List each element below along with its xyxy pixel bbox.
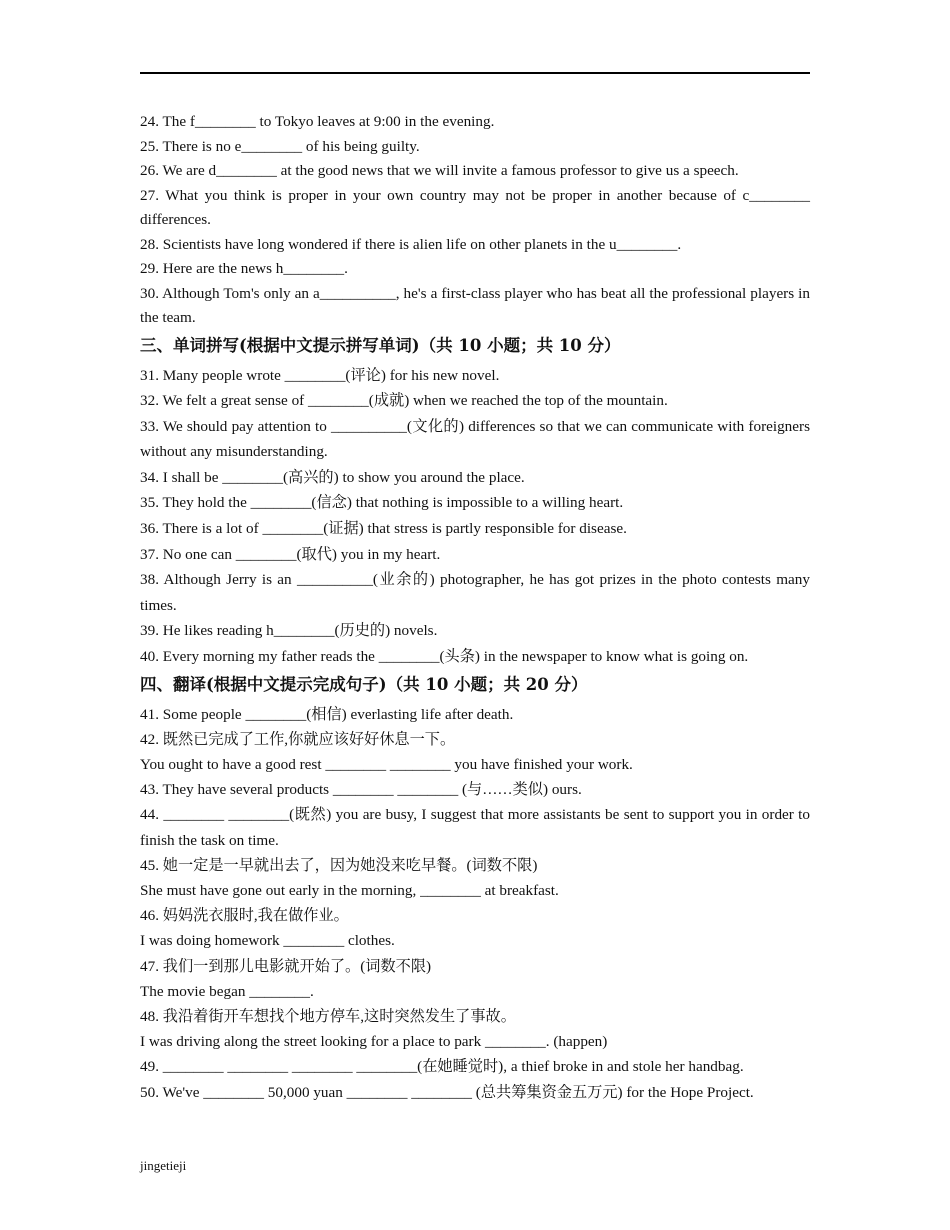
question-46-sentence: I was doing homework ________ clothes. bbox=[140, 932, 395, 950]
question-44: 44. ________ ________(既然) you are busy, I suggest that more assistants be sent to support you in order to finish the task on time. bbox=[140, 806, 810, 849]
question-38: 38. Although Jerry is an __________(业余的) photographer, he has got prizes in the photo contests many times. bbox=[140, 571, 810, 614]
page-footer: jingetieji bbox=[140, 1158, 187, 1173]
part4-questions bbox=[140, 702, 810, 1105]
question-25: 25. There is no e________ of his being guilty. bbox=[140, 137, 420, 155]
question-34: 34. I shall be ________(高兴的) to show you around the place. bbox=[140, 468, 525, 486]
question-41: 41. Some people ________(相信) everlasting life after death. bbox=[140, 705, 514, 723]
question-39: 39. He likes reading h________(历史的) novels. bbox=[140, 622, 438, 640]
section-4-title: 四、翻译(根据中文提示完成句子)（共 10 小题；共 20 分） bbox=[140, 674, 588, 694]
question-48-sentence: I was driving along the street looking for a place to park ________. (happen) bbox=[140, 1033, 608, 1051]
document-body bbox=[140, 110, 810, 1105]
question-42-sentence: You ought to have a good rest ________ ________ you have finished your work. bbox=[140, 756, 633, 774]
question-46-prompt: 46. 妈妈洗衣服时,我在做作业。 bbox=[140, 907, 349, 925]
question-28: 28. Scientists have long wondered if there is alien life on other planets in the u________. bbox=[140, 235, 682, 253]
question-29: 29. Here are the news h________. bbox=[140, 260, 348, 277]
question-42-prompt: 42. 既然已完成了工作,你就应该好好休息一下。 bbox=[140, 730, 456, 748]
question-33: 33. We should pay attention to __________(文化的) differences so that we can communicate with foreigners without any misunderstanding. bbox=[140, 417, 810, 461]
question-27: 27. What you think is proper in your own country may not be proper in another because of c________ differences. bbox=[140, 186, 810, 228]
part2-questions bbox=[140, 110, 810, 331]
part3-questions bbox=[140, 363, 810, 670]
question-31: 31. Many people wrote ________(评论) for his new novel. bbox=[140, 366, 500, 384]
question-26: 26. We are d________ at the good news that we will invite a famous professor to give us a speech. bbox=[140, 162, 739, 179]
question-47-sentence: The movie began ________. bbox=[140, 982, 314, 1000]
question-50: 50. We've ________ 50,000 yuan ________ ________ (总共筹集资金五万元) for the Hope Project. bbox=[140, 1083, 754, 1101]
question-24: 24. The f________ to Tokyo leaves at 9:00 in the evening. bbox=[140, 113, 495, 130]
question-47-prompt: 47. 我们一到那儿电影就开始了。(词数不限) bbox=[140, 957, 432, 975]
question-35: 35. They hold the ________(信念) that nothing is impossible to a willing heart. bbox=[140, 494, 624, 512]
question-45-sentence: She must have gone out early in the morning, ________ at breakfast. bbox=[140, 882, 559, 900]
question-45-prompt: 45. 她一定是一早就出去了，因为她没来吃早餐。(词数不限) bbox=[140, 856, 538, 874]
question-37: 37. No one can ________(取代) you in my heart. bbox=[140, 545, 441, 563]
question-30: 30. Although Tom's only an a__________, he's a first-class player who has beat all the professional players in the team. bbox=[140, 284, 810, 326]
question-40: 40. Every morning my father reads the ________(头条) in the newspaper to know what is going on. bbox=[140, 648, 749, 666]
header-rule bbox=[140, 72, 810, 74]
question-36: 36. There is a lot of ________(证据) that stress is partly responsible for disease. bbox=[140, 520, 627, 538]
question-32: 32. We felt a great sense of ________(成就) when we reached the top of the mountain. bbox=[140, 392, 668, 410]
section-3-title: 三、单词拼写(根据中文提示拼写单词)（共 10 小题；共 10 分） bbox=[140, 335, 621, 355]
question-49: 49. ________ ________ ________ ________(在她睡觉时), a thief broke in and stole her handbag. bbox=[140, 1058, 744, 1076]
question-43: 43. They have several products ________ ________ (与……类似) ours. bbox=[140, 781, 582, 799]
question-48-prompt: 48. 我沿着街开车想找个地方停车,这时突然发生了事故。 bbox=[140, 1008, 516, 1026]
